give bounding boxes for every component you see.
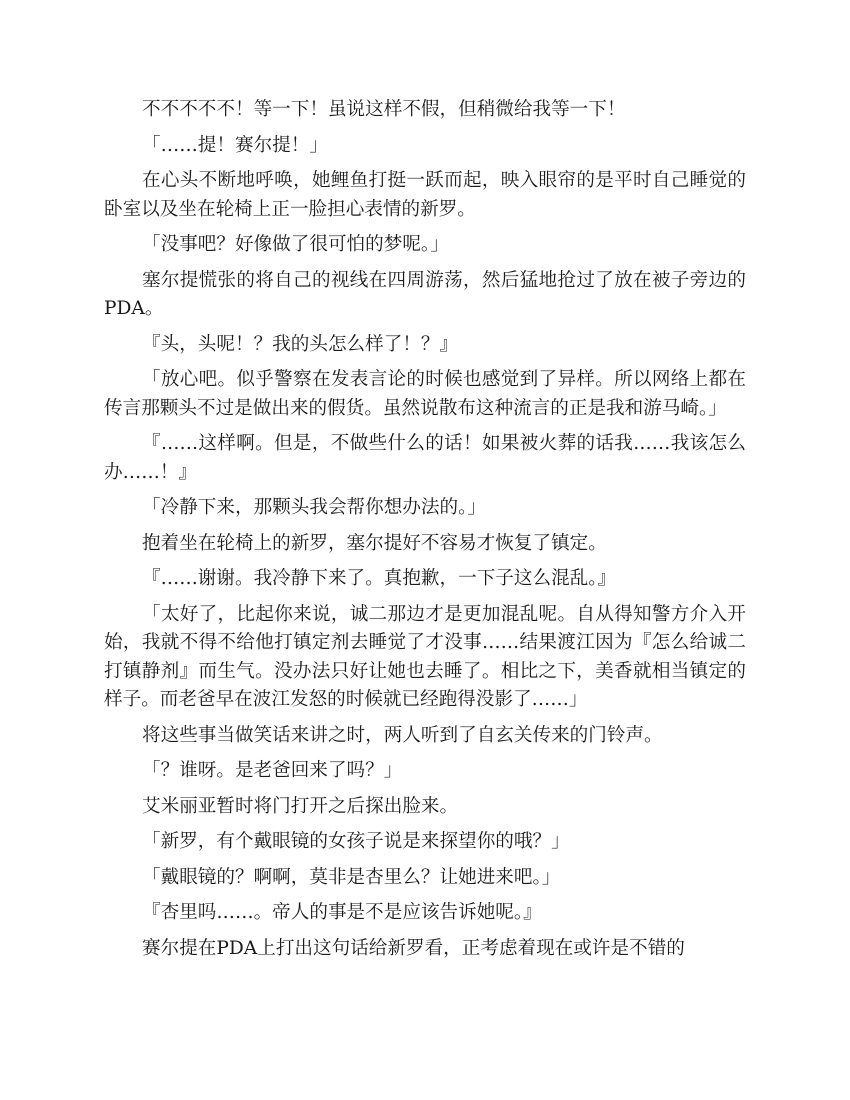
paragraph: 将这些事当做笑话来讲之时，两人听到了自玄关传来的门铃声。: [142, 724, 663, 746]
paragraph: 「戴眼镜的？啊啊，莫非是杏里么？让她进来吧。」: [142, 866, 561, 888]
paragraph: 塞尔提慌张的将自己的视线在四周游荡，然后猛地抢过了放在被子旁边的PDA。: [104, 269, 746, 319]
paragraph: 「？谁呀。是老爸回来了吗？」: [142, 760, 403, 781]
paragraph: 「太好了，比起你来说，诚二那边才是更加混乱呢。自从得知警方介入开始，我就不得不给他打镇定剂去睡觉了才没事……结果渡江因为『怎么给诚二打镇静剂』而生气。没办法只好让她也去睡了。相比之下，美香就相当镇定的样子。而老爸早在波江发怒的时候就已经跑得没影了……」: [104, 603, 746, 710]
body-text: [104, 96, 746, 970]
paragraph: 赛尔提在PDA上打出这句话给新罗看，正考虑着现在或许是不错的: [142, 937, 685, 959]
paragraph: 「……提！赛尔提！」: [142, 134, 328, 156]
paragraph: 在心头不断地呼唤，她鲤鱼打挺一跃而起，映入眼帘的是平时自己睡觉的卧室以及坐在轮椅上正一脸担心表情的新罗。: [104, 170, 746, 220]
paragraph: 『杏里吗……。帝人的事是不是应该告诉她呢。』: [142, 902, 542, 923]
paragraph: 『头，头呢！？我的头怎么样了！？』: [142, 333, 459, 355]
paragraph: 不不不不不！等一下！虽说这样不假，但稍微给我等一下！: [142, 99, 626, 120]
paragraph: 『……这样啊。但是，不做些什么的话！如果被火葬的话我……我该怎么办……！』: [104, 433, 746, 483]
paragraph: 艾米丽亚暂时将门打开之后探出脸来。: [142, 795, 459, 817]
paragraph: 「冷静下来，那颗头我会帮你想办法的。」: [142, 497, 486, 518]
paragraph: 抱着坐在轮椅上的新罗，塞尔提好不容易才恢复了镇定。: [142, 532, 607, 554]
paragraph: 「放心吧。似乎警察在发表言论的时候也感觉到了异样。所以网络上都在传言那颗头不过是做出来的假货。虽然说散布这种流言的正是我和游马崎。」: [104, 369, 746, 419]
paragraph: 「没事吧？好像做了很可怕的梦呢。」: [142, 234, 449, 255]
paragraph: 「新罗，有个戴眼镜的女孩子说是来探望你的哦？」: [142, 831, 570, 852]
paragraph: 『……谢谢。我冷静下来了。真抱歉，一下子这么混乱。』: [142, 568, 617, 589]
